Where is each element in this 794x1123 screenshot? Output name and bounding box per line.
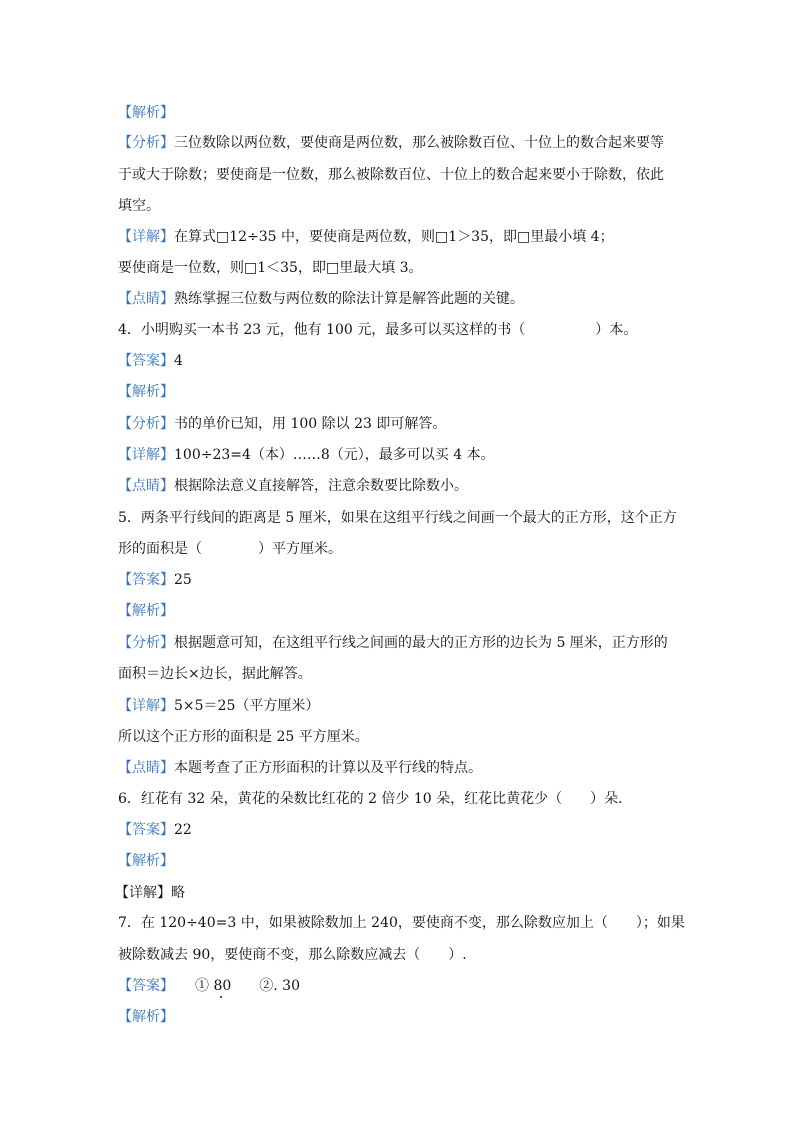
- section-tag: 【详解】: [118, 447, 174, 463]
- line-text: 面积＝边长×边长，据此解答。: [118, 666, 312, 682]
- line-text: 填空。: [118, 198, 160, 214]
- question-line: [118, 320, 678, 340]
- section-tag: 【解析】: [118, 105, 174, 121]
- line-text: 根据题意可知，在这组平行线之间画的最大的正方形的边长为 5 厘米，正方形的: [174, 635, 668, 651]
- text-line: [118, 696, 678, 716]
- line-text: 根据除法意义直接解答，注意余数要比除数小。: [174, 478, 468, 494]
- section-tag: 【点睛】: [118, 478, 174, 494]
- text-line: [118, 445, 678, 465]
- question-line: [118, 539, 678, 559]
- section-tag: 【解析】: [118, 603, 174, 619]
- text-line: [118, 196, 678, 216]
- line-text: 熟练掌握三位数与两位数的除法计算是解答此题的关键。: [174, 291, 524, 307]
- text-line: [118, 165, 678, 185]
- text-line: [118, 633, 678, 653]
- line-text: 要使商是一位数，则□1＜35，即□里最大填 3。: [118, 260, 423, 276]
- text-line: [118, 476, 678, 496]
- answer-tag: 【答案】: [118, 572, 174, 588]
- line-text: 略: [171, 885, 185, 901]
- text-line: [118, 227, 678, 247]
- question-line: [118, 789, 678, 809]
- line-text: 在算式□12÷35 中，要使商是两位数，则□1＞35，即□里最小填 4；: [174, 229, 614, 245]
- text-line: [118, 851, 678, 871]
- section-tag: 【解析】: [118, 384, 174, 400]
- line-text: 本题考查了正方形面积的计算以及平行线的特点。: [174, 760, 482, 776]
- text-line: [118, 758, 678, 778]
- text-line: [118, 414, 678, 434]
- section-tag: 【详解】: [118, 229, 174, 245]
- question-line: [118, 508, 678, 528]
- answer-value: 22: [174, 822, 192, 838]
- section-tag: 【详解】: [115, 885, 171, 901]
- section-tag: 【点睛】: [118, 760, 174, 776]
- line-text: 100÷23=4（本）……8（元），最多可以买 4 本。: [174, 447, 495, 463]
- text-line: [115, 883, 675, 903]
- line-text: 5．两条平行线间的距离是 5 厘米，如果在这组平行线之间画一个最大的正方形，这个正方: [118, 510, 677, 526]
- line-text: 5×5＝25（平方厘米）: [174, 698, 320, 714]
- line-text: 7．在 120÷40=3 中，如果被除数加上 240，要使商不变，那么除数应加上（ ）；如果: [118, 915, 685, 931]
- text-line: [118, 351, 678, 371]
- line-text: 4．小明购买一本书 23 元，他有 100 元，最多可以买这样的书（ ）本。: [118, 322, 638, 338]
- text-line: [118, 133, 678, 153]
- text-line: [118, 976, 678, 996]
- answer-tag: 【答案】: [118, 353, 174, 369]
- text-line: [118, 1007, 678, 1027]
- section-tag: 【分析】: [118, 635, 174, 651]
- answer-tag: 【答案】: [118, 822, 174, 838]
- line-text: 三位数除以两位数，要使商是两位数，那么被除数百位、十位上的数合起来要等: [174, 135, 664, 151]
- section-tag: 【分析】: [118, 135, 174, 151]
- section-tag: 【解析】: [118, 853, 174, 869]
- answer-tag: 【答案】: [118, 978, 167, 994]
- text-line: [118, 258, 678, 278]
- line-text: 所以这个正方形的面积是 25 平方厘米。: [118, 729, 369, 745]
- section-tag: 【点睛】: [118, 291, 174, 307]
- text-line: [118, 382, 678, 402]
- answer-value: 4: [174, 353, 183, 369]
- stray-dot: [220, 996, 222, 998]
- section-tag: 【解析】: [118, 1009, 174, 1025]
- question-line: [118, 913, 685, 933]
- text-line: [118, 820, 678, 840]
- section-tag: 【分析】: [118, 416, 174, 432]
- text-line: [118, 289, 678, 309]
- section-tag: 【详解】: [118, 698, 174, 714]
- answer-value: 25: [174, 572, 192, 588]
- question-line: [118, 945, 678, 965]
- text-line: [118, 664, 678, 684]
- line-text: 被除数减去 90，要使商不变，那么除数应减去（ ）.: [118, 947, 467, 963]
- line-text: 于或大于除数；要使商是一位数，那么被除数百位、十位上的数合起来要小于除数，依此: [118, 167, 664, 183]
- text-line: [118, 727, 678, 747]
- line-text: 形的面积是（ ）平方厘米。: [118, 541, 342, 557]
- line-text: 6．红花有 32 朵，黄花的朵数比红花的 2 倍少 10 朵，红花比黄花少（ ）朵．: [118, 791, 633, 807]
- text-line: [118, 570, 678, 590]
- text-line: [118, 103, 678, 123]
- line-text: 书的单价已知，用 100 除以 23 即可解答。: [174, 416, 447, 432]
- answer-value: ① 80 ②. 30: [167, 978, 300, 994]
- text-line: [118, 601, 678, 621]
